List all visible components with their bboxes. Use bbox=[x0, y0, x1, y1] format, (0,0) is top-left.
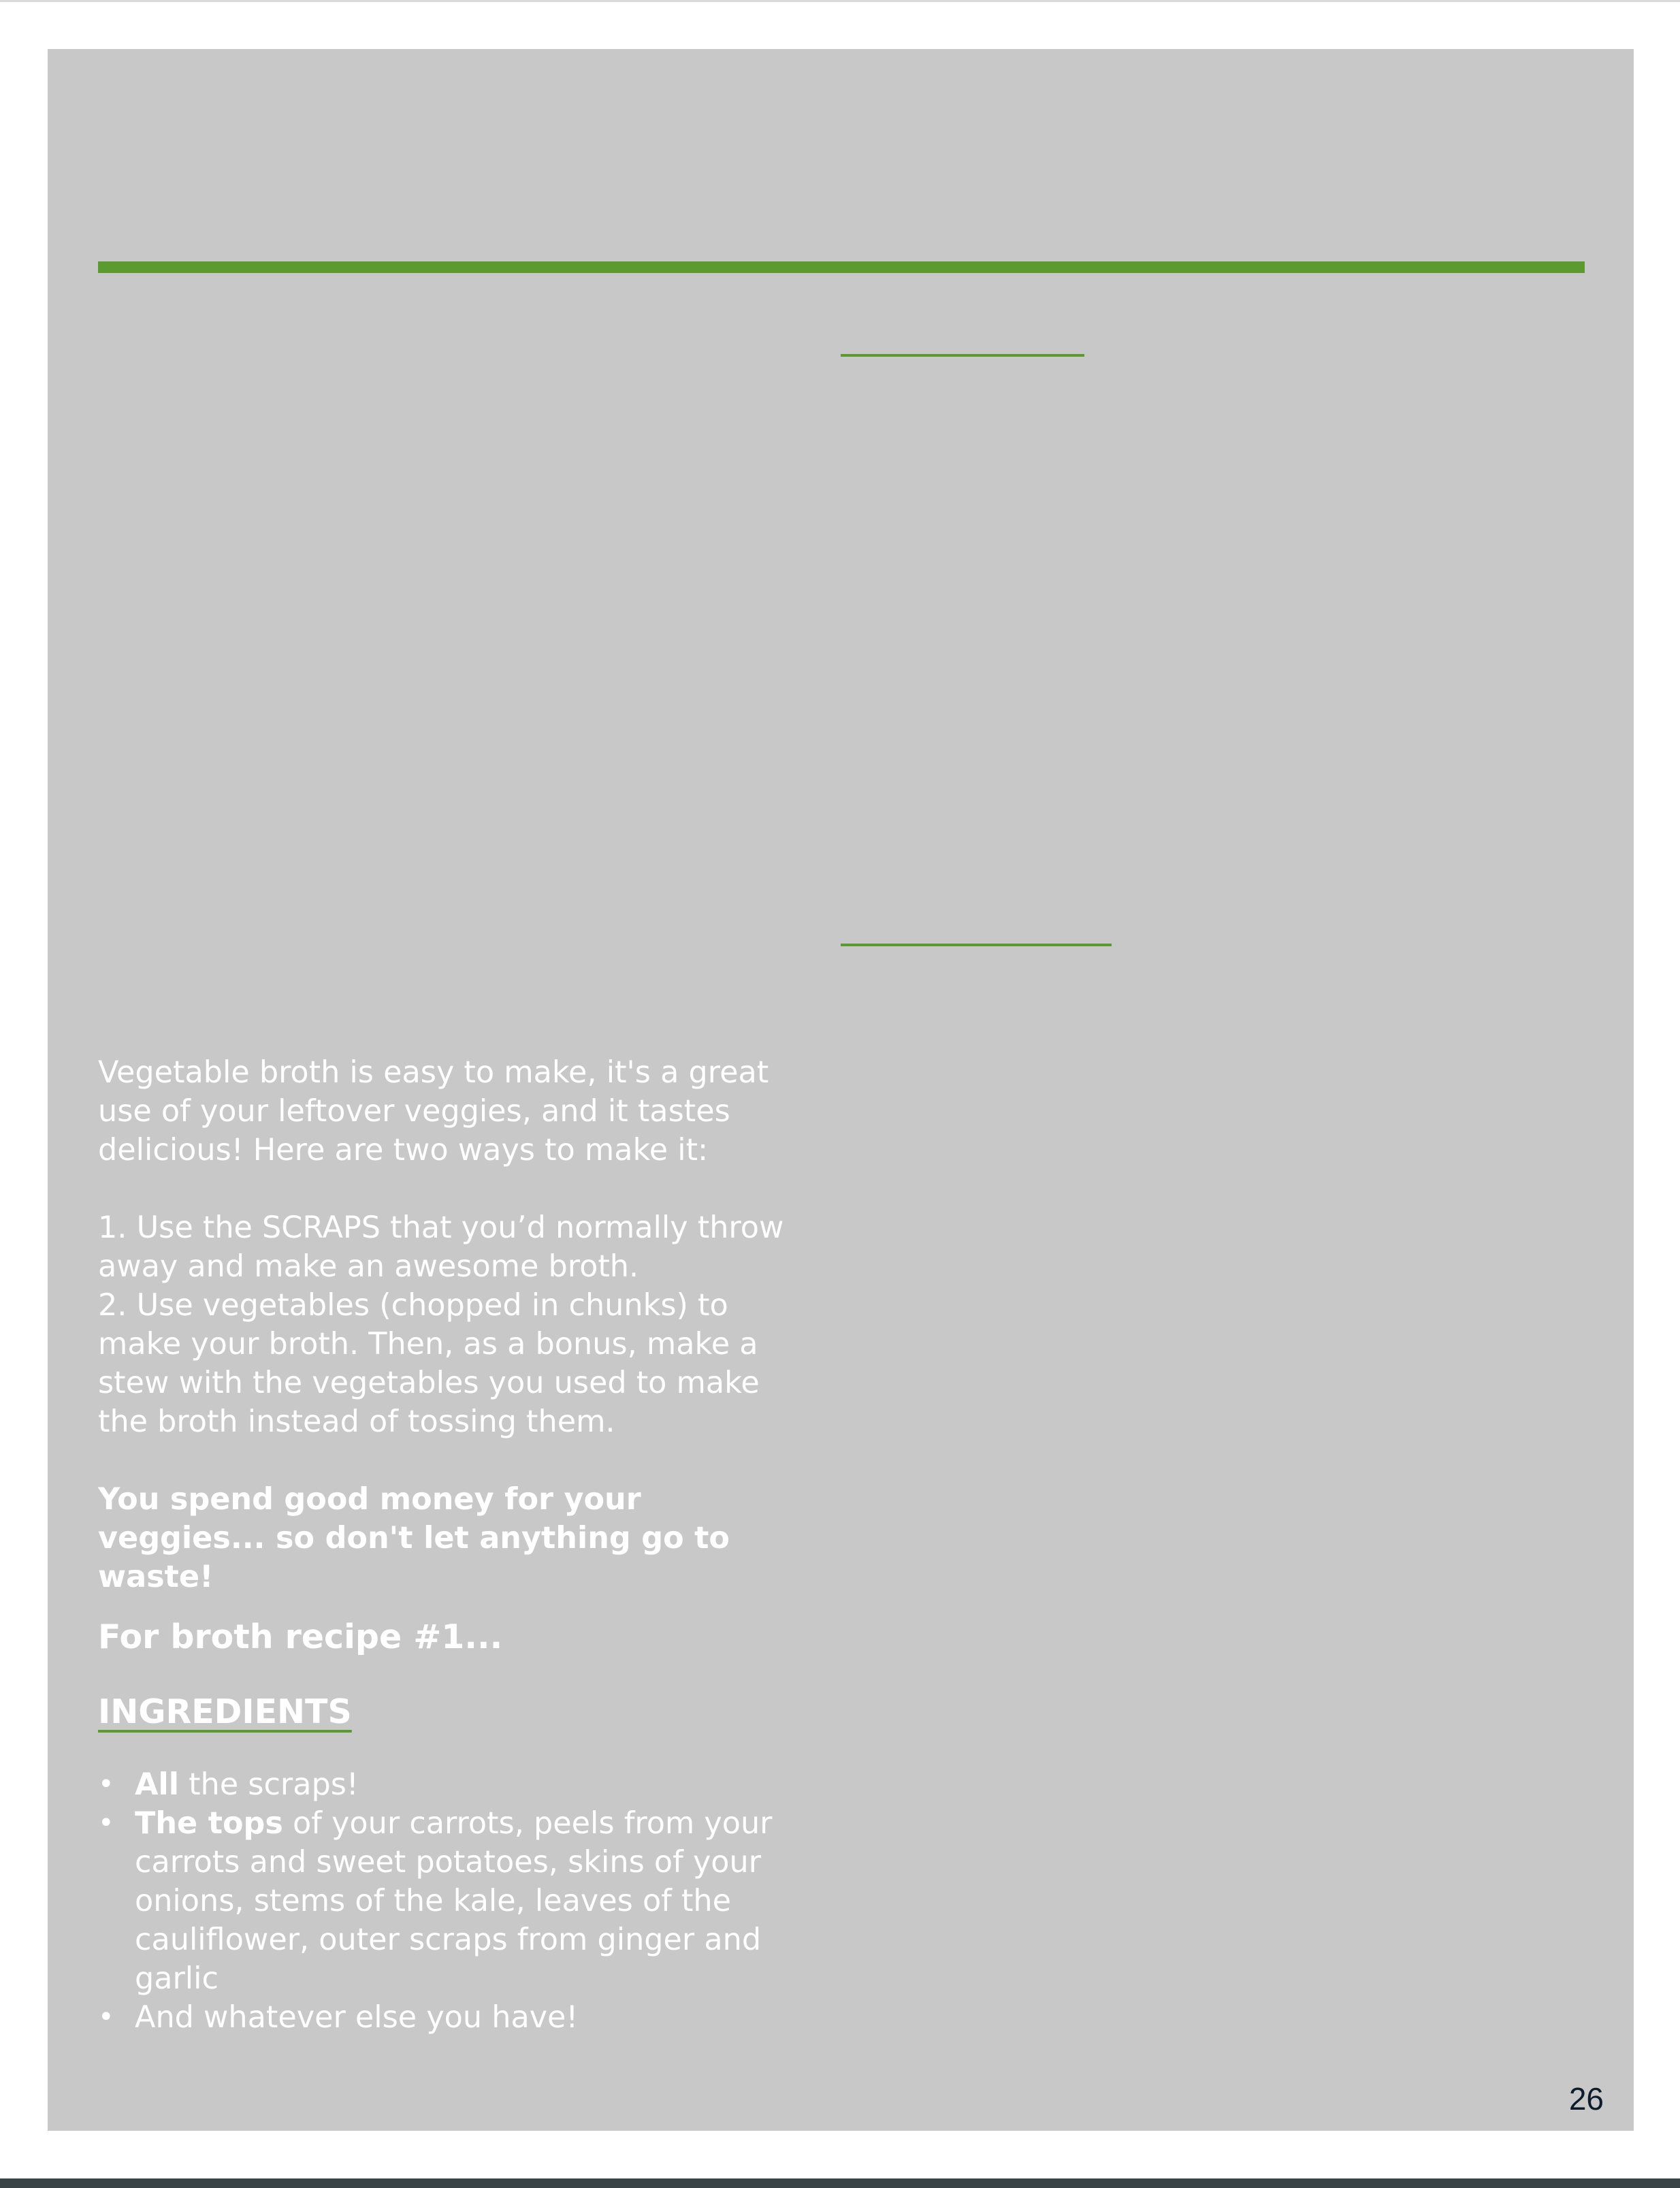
header-green-rule bbox=[98, 261, 1585, 273]
bullet-icon: • bbox=[98, 2001, 114, 2033]
intro-paragraph: Vegetable broth is easy to make, it's a great use of your leftover veggies, and it tastes delicious! Here are two ways to make it: bbox=[98, 1055, 769, 1168]
list-item: • And whatever else you have! bbox=[98, 1998, 806, 2037]
ingredients-list bbox=[98, 1765, 806, 2037]
bullet-icon: • bbox=[98, 1807, 114, 1839]
list-item: • All the scraps! bbox=[98, 1765, 806, 1804]
top-edge-rule bbox=[0, 0, 1680, 2]
way-one: 1. Use the SCRAPS that you’d normally throw away and make an awesome broth. bbox=[98, 1210, 784, 1284]
recipe-lead: For broth recipe #1... bbox=[98, 1618, 503, 1656]
left-text-column bbox=[98, 1053, 806, 2037]
emphasis-text: You spend good money for your veggies... so don't let anything go to waste! bbox=[98, 1482, 730, 1594]
list-item: • The tops of your carrots, peels from your carrots and sweet potatoes, skins of your onions, stems of the kale, leaves of the cauliflower, outer scraps from ginger and garlic bbox=[98, 1804, 806, 1998]
bottom-edge-bar bbox=[0, 2178, 1680, 2188]
bullet-icon: • bbox=[98, 1769, 114, 1800]
page-number: 26 bbox=[1568, 2081, 1604, 2117]
ingredients-heading: INGREDIENTS bbox=[98, 1692, 352, 1731]
right-column-rule-bottom bbox=[841, 944, 1112, 946]
way-two: 2. Use vegetables (chopped in chunks) to make your broth. Then, as a bonus, make a stew with the vegetables you used to make the broth instead of tossing them. bbox=[98, 1288, 760, 1439]
right-column-rule-top bbox=[841, 354, 1084, 357]
document-page bbox=[48, 49, 1634, 2131]
